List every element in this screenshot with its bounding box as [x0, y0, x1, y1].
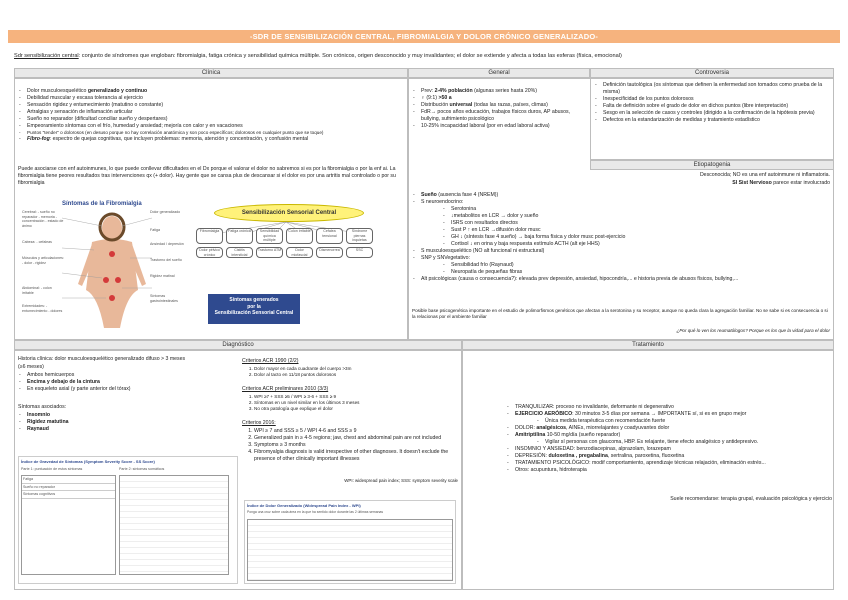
page-title: -SDR DE SENSIBILIZACIÓN CENTRAL, FIBROMIALGIA Y DOLOR CRÓNICO GENERALIZADO-	[8, 30, 840, 43]
condition-bubble: Cistitis intersticial	[226, 247, 253, 258]
controversia-item: - Sesgo en la selección de casos y controles (dirigido a la confirmación de la hipótesis previa)	[594, 110, 830, 117]
bubble-grid	[196, 228, 376, 258]
definition-term: Sdr sensibilización central	[14, 53, 79, 59]
condition-bubble: Fatiga crónica	[226, 228, 253, 244]
severity-table-part: Parte 1: puntuación de estos síntomas	[21, 467, 83, 471]
tratamiento-item: - Amitriptilina 10-50 mg/día (sueño reparador) - Vigilar sí personas con glaucoma, HBP. Es relajante, tiene efecto analgésico y antidepresivo.	[506, 432, 832, 446]
general-item: - 10-25% incapacidad laboral (por en edad laboral activa)	[412, 123, 588, 130]
acr1990-item: 1. Dolor mayor en cada cuadrante del cuerpo >3m	[254, 366, 458, 372]
etio-note1: Posible base psicogenética importante en el estudio de polimorfismos genéticos que afectan a la serotonina y su receptor, aunque no queda clara la agregación familiar. No se sabe si es consecuencia o si la relacionas por el ambiente familiar	[412, 308, 828, 320]
generated-symptoms-line1: Síntomas generados	[229, 297, 279, 303]
etio-item: - S neuroendocrino: - Serotonina - ↓metabolitos en LCR → dolor y sueño - ISRS con resultados directos - Sust P ↑ en LCR →difusión dolor musc - GH ↓ (síntesis fase 4 sueño) → baja forma física y dolor musc post-ejercicio - Cortisol ↓ en orina y baja respuesta estímulo ACTH (alt eje HHS)	[412, 199, 830, 248]
neuro-subitem: - ↓metabolitos en LCR → dolor y sueño	[443, 213, 830, 220]
section-tratamiento-header: Tratamiento	[462, 340, 834, 350]
condition-bubble: Colon irritable	[286, 228, 313, 244]
generated-symptoms-line2: por la	[247, 303, 261, 310]
controversia-item: - Inespecificidad de los puntos dolorosos	[594, 96, 830, 103]
clinica-item: - Empeoramiento síntomas con el frío, humedad y ansiedad; mejoría con calor y en vacaciones	[18, 123, 404, 130]
central-sensitization-figure	[194, 198, 378, 332]
etio-line1: Desconocida; NO es una enf autoinmune ni inflamatoria.	[699, 172, 830, 178]
diag-history-item: - Encima y debajo de la cintura	[18, 379, 242, 386]
somatic-symptoms-grid	[119, 475, 229, 575]
severity-table-row: Fatiga	[22, 476, 115, 484]
etio-list	[412, 192, 830, 283]
diag-history-list	[18, 372, 242, 393]
general-item: - ♀ (9:1) >50 a	[412, 95, 588, 102]
section-general-header: General	[408, 68, 590, 78]
severity-table-grid	[21, 475, 116, 575]
wpi-table	[244, 500, 456, 584]
figure-label: Ansiedad / depresión	[150, 242, 184, 246]
acr1990-title: Criterios ACR 1990 (2/2)	[242, 358, 299, 364]
wpi-table-title: Índice de Dolor Generalizado (Widespread Pain Index - WPI)	[247, 503, 361, 508]
condition-bubble: Dismenorrea	[316, 247, 343, 258]
neuro-subitem: - Cortisol ↓ en orina y baja respuesta estímulo ACTH (alt eje HHS)	[443, 241, 830, 248]
etio-item: - SNP y SNVegetativo: - Sensibilidad frío (Raynaud) - Neuropatía de pequeñas fibras	[412, 255, 830, 276]
controversia-item: - Defectos en la estandarización de medidas y tratamiento estadístico	[594, 117, 830, 124]
clinica-item: - Dolor musculoesquelético generalizado y continuo	[18, 88, 404, 95]
clinica-item: - Puntos "tender" o dolorosos (en desuso porque no hay correlación anatómica y son poco específicos; dolorosos en cualquier punto que se toque)	[18, 130, 404, 136]
symptoms-figure	[22, 198, 192, 332]
general-list	[412, 88, 588, 130]
figure-label: Síntomas gastrointestinales	[150, 294, 178, 303]
section-controversia-header: Controversia	[590, 68, 834, 78]
figure-label: Músculos y articulaciones: - dolor - rigidez	[22, 256, 64, 265]
controversia-list	[594, 82, 830, 124]
tratamiento-item: - TRANQUILIZAR: proceso no invalidante, deformante ni degenerativo	[506, 404, 832, 411]
condition-bubble: SSC	[346, 247, 373, 258]
condition-bubble: Trastorno ATM	[256, 247, 283, 258]
condition-bubble: Dolor pélvico crónico	[196, 247, 223, 258]
diag-history2: (≥6 meses)	[18, 364, 44, 370]
general-item: - FdR→ pocos años educación, trabajos físicos duros, AP abusos, bullying, sufrimiento psicológico	[412, 109, 588, 123]
criteria2016-item: 2. Generalized pain in ≥ 4-5 regions; jaw, chest and abdominal pain are not included	[254, 435, 458, 442]
tratamiento-sublist	[515, 439, 832, 446]
section-clinica-header: Clínica	[14, 68, 408, 78]
clinica-item: - Sensación rigidez y entumecimiento (matutino o constante)	[18, 102, 404, 109]
acr2010-title: Criterios ACR preliminares 2010 (3/3)	[242, 386, 329, 392]
tratamiento-item: - INSOMNIO Y ANSIEDAD: benzodiacepinas, alprazolam, lorazepam	[506, 446, 832, 453]
tratamiento-item: - EJERCICIO AERÓBICO: 30 minutos 3-5 días por semana → IMPORTANTE sí, si es en grupo mejor - Única medida terapéutica con recomendación fuerte	[506, 411, 832, 425]
central-sensitization-title: Sensibilización Sensorial Central	[214, 204, 364, 222]
diag-assoc-item: - Raynaud	[18, 426, 242, 433]
section-etiopatogenia-header: Etiopatogenia	[590, 160, 834, 170]
diag-assoc-item: - Rigidez matutina	[18, 419, 242, 426]
tratamiento-item: - DEPRESIÓN: duloxetina , pregabalina, sertralina, paroxetina, fluoxetina	[506, 453, 832, 460]
clinica-paragraph: Puede asociarse con enf autoinmunes, lo que puede conllevar dificultades en el Dx porque el valorar el dolor no sabremos si es por la fibromialgia o por la enf ai. La fibromialgia tiene peores resultados tras intervenciones qx (+ dolor). Hay gente que se cansa plus de descansar si el dolor es por una artritis mal controlado o por su fibromialgia	[18, 166, 396, 187]
generated-symptoms-line3: Sensibilización Sensorial Central	[214, 310, 294, 316]
severity-table-title: Índice de Gravedad de Síntomas (Symptom Severity Score - SS Score)	[21, 459, 155, 464]
figure-label: Cabeza: - cefaleas	[22, 240, 52, 244]
section-diagnostico-header: Diagnóstico	[14, 340, 462, 350]
criteria2016-item: 1. WPI ≥ 7 and SSS ≥ 5 / WPI 4-6 and SSS ≥ 9	[254, 428, 458, 435]
etio-item: - Alt psicológicas (causa o consecuencia?): elevada prev depresión, ansiedad, hipocondría,... e historia previa de abusos físicos, bullying,...	[412, 276, 830, 283]
wpi-grid	[247, 519, 453, 581]
etio-line2: SI Sist Nervioso parece estar involucrado	[732, 180, 830, 186]
definition	[14, 53, 834, 61]
controversia-item: - Falta de definición sobre el grado de dolor en dichos puntos (libre interpretación)	[594, 103, 830, 110]
definition-text: : conjunto de síndromes que engloban: fibromialgia, fatiga crónica y sensibilidad química múltiple. Son crónicos, origen desconocido y muy invalidantes; el dolor se extiende y afecta a todas las esferas (física, emocional)	[78, 53, 622, 59]
tratamiento-recommendation: Suele recomendarse: terapia grupal, evaluación psicológica y ejercicio	[670, 496, 832, 502]
acr1990-item: 2. Dolor al tacto en 11/18 puntos dolorosos	[254, 372, 458, 378]
figure-label: Abdominal: - colon irritable	[22, 286, 52, 295]
neuro-subitem: - Serotonina	[443, 206, 830, 213]
abbreviations: WPI: widespread pain index; SSS: symptom severity scale	[344, 478, 458, 483]
acr2010-item: 3. No otra patología que explique el dolor	[254, 406, 458, 412]
symptoms-figure-title: Síntomas de la Fibromialgia	[62, 201, 142, 207]
tratamiento-subitem: - Vigilar sí personas con glaucoma, HBP. Es relajante, tiene efecto analgésico y antidepresivo.	[537, 439, 832, 446]
clinica-item: - Artralgias y sensación de inflamación articular	[18, 109, 404, 116]
neuro-subitem: - ISRS con resultados directos	[443, 220, 830, 227]
severity-table-row: Síntomas cognitivos	[22, 491, 115, 499]
tratamiento-item: - TRATAMIENTO PSICOLÓGICO: modif comportamiento, aprendizaje técnicas relajación, eliminación estrés...	[506, 460, 832, 467]
clinica-item: - Sueño no reparador (dificultad conciliar sueño y despertares)	[18, 116, 404, 123]
figure-label: Trastorno del sueño	[150, 258, 182, 262]
condition-bubble: Fibromialgia	[196, 228, 223, 244]
tratamiento-item: - DOLOR: analgésicos, AINEs, miorrelajantes y coadyuvantes dolor	[506, 425, 832, 432]
diag-history-item: - En esqueleto axial (y parte anterior del tórax)	[18, 386, 242, 393]
clinica-list	[18, 88, 404, 143]
controversia-item: - Definición tautológica (os síntomas que definen la enfermedad son tomados como prueba de la misma)	[594, 82, 830, 96]
figure-label: Dolor generalizado	[150, 210, 181, 214]
etio-item: - S musculoesquelético (NO alt funcional ni estructural)	[412, 248, 830, 255]
figure-label: Cerebral: - sueño no reparador - memoria - concentración - estado de ánimo	[22, 210, 64, 229]
clinica-item: - Fibro-fog: espectro de quejas cognitivas, que incluyen problemas: memoria, atención y concentración, y confusión mental	[18, 136, 404, 143]
acr2010-item: 1. WPI ≥7 + SSS ≥5 / WPI ≥ 3-6 + SSS ≥ 9	[254, 394, 458, 400]
etio-item: - Sueño (ausencia fase 4 (NREM))	[412, 192, 830, 199]
condition-bubble: Síndrome piernas inquietas	[346, 228, 373, 244]
snp-sublist	[421, 262, 830, 276]
acr2010-list	[254, 394, 458, 413]
severity-score-table	[18, 456, 238, 584]
tratamiento-subitem: - Única medida terapéutica con recomendación fuerte	[537, 418, 832, 425]
diag-assoc-item: - Insomnio	[18, 412, 242, 419]
criteria2016-item: 4. Fibromyalgia diagnosis is valid irrespective of other diagnoses. It doesn't exclude the presence of other clinically important illnesses	[254, 449, 458, 463]
clinica-item: - Debilidad muscular y escasa tolerancia al ejercicio	[18, 95, 404, 102]
severity-table-part: Parte 2: síntomas somáticos	[119, 467, 165, 471]
general-item: - Distribución universal (todas las razas, países, climas)	[412, 102, 588, 109]
acr2010-item: 2. Síntomas en un nivel similar en los últimos 3 meses	[254, 400, 458, 406]
wpi-table-subtitle: Ponga una cruz sobre cada área en la que ha sentido dolor durante las 2 últimas semanas	[247, 510, 384, 514]
figure-label: Extremidades: - entumecimiento - dolores	[22, 304, 63, 313]
tratamiento-item: - Otros: acupuntura, hidroterapia	[506, 467, 832, 474]
figure-label: Fatiga	[150, 228, 160, 232]
severity-table-row: Sueño no reparador	[22, 484, 115, 492]
etio-note2: ¿Por qué lo ven los reumatólogos? Porque es los que la vidad para el dolor	[676, 328, 830, 333]
figure-label: Rigidez matinal	[150, 274, 175, 278]
generated-symptoms-box	[208, 294, 300, 324]
criteria2016-list	[254, 428, 458, 463]
condition-bubble: Sensibilidad química múltiple	[256, 228, 283, 244]
general-item: - Prev: 2-4% población (algunas series hasta 20%)	[412, 88, 588, 95]
criteria2016-title: Criterios 2016:	[242, 420, 276, 426]
neuro-subitem: - Sust P ↑ en LCR →difusión dolor musc	[443, 227, 830, 234]
tratamiento-sublist	[515, 418, 832, 425]
condition-bubble: Dolor miofascial	[286, 247, 313, 258]
acr1990-list	[254, 366, 458, 378]
neuro-sublist	[421, 206, 830, 248]
criteria2016-item: 3. Symptoms ≥ 3 months	[254, 442, 458, 449]
condition-bubble: Cefalea tensional	[316, 228, 343, 244]
diag-history: Historia clínica: dolor musculoesquelético generalizado difuso > 3 meses	[18, 356, 186, 362]
diag-assoc-list	[18, 412, 242, 433]
tratamiento-list	[506, 404, 832, 474]
snp-subitem: - Neuropatía de pequeñas fibras	[443, 269, 830, 276]
diag-assoc-title: Síntomas asociados:	[18, 404, 67, 410]
diag-history-item: - Ambos hemicuerpos	[18, 372, 242, 379]
snp-subitem: - Sensibilidad frío (Raynaud)	[443, 262, 830, 269]
neuro-subitem: - GH ↓ (síntesis fase 4 sueño) → baja forma física y dolor musc post-ejercicio	[443, 234, 830, 241]
